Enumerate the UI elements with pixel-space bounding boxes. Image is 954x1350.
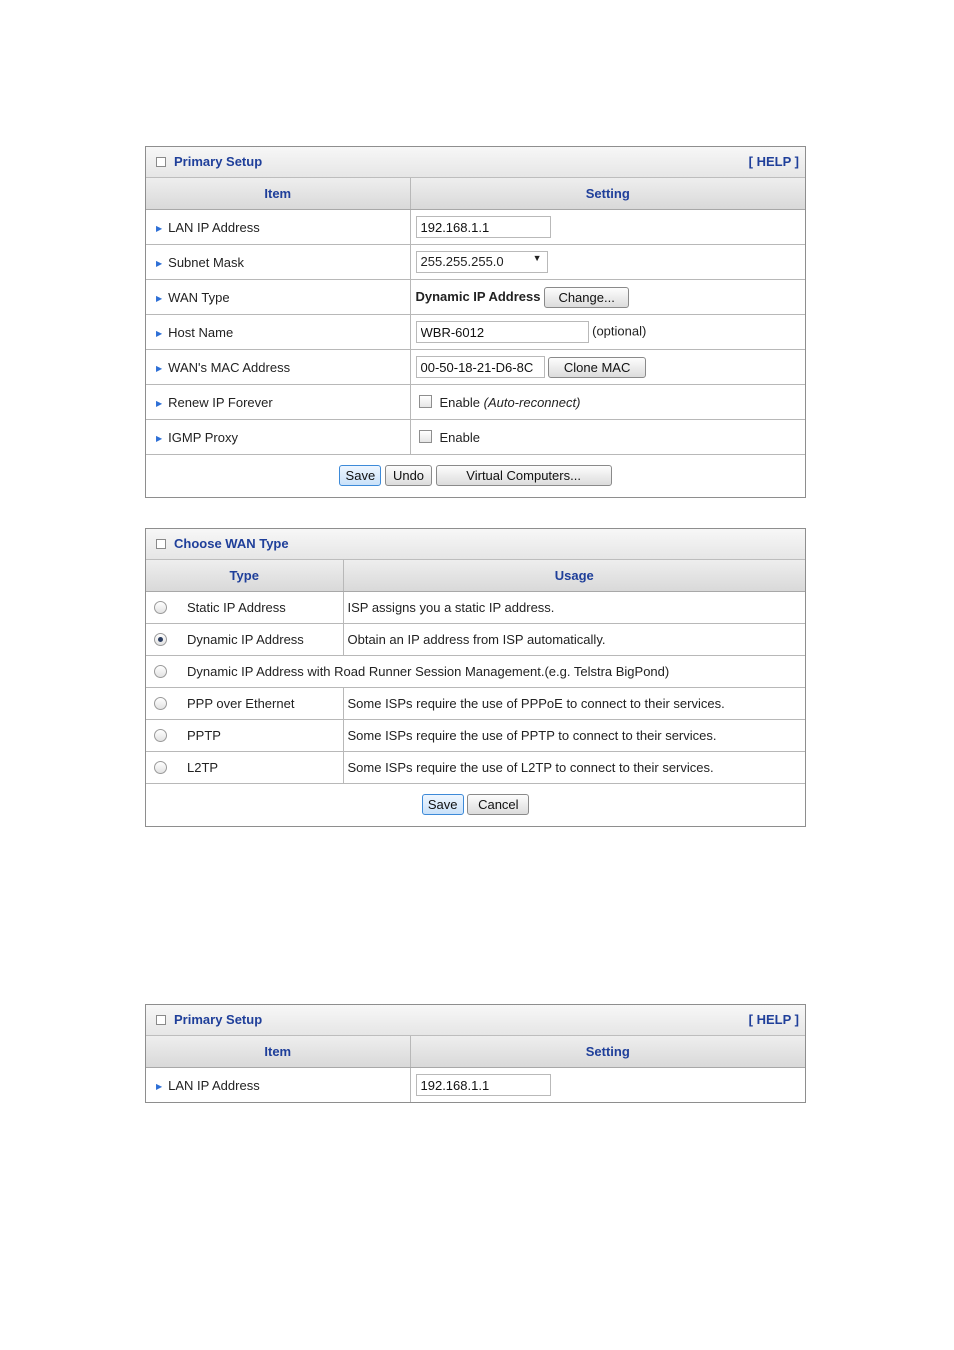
wan-type-usage: Some ISPs require the use of PPTP to connect to their services. — [343, 720, 805, 752]
radio-road-runner[interactable] — [154, 665, 167, 678]
wan-mac-label: WAN's MAC Address — [168, 359, 291, 375]
lan-ip-input[interactable] — [416, 216, 551, 238]
radio-pptp[interactable] — [154, 729, 167, 742]
lan-ip-label: LAN IP Address — [168, 1077, 260, 1093]
help-link[interactable]: [ HELP ] — [748, 154, 799, 169]
choose-wan-type-panel — [145, 528, 806, 827]
subnet-mask-select[interactable] — [416, 251, 548, 273]
primary-setup-panel — [145, 146, 806, 498]
radio-dynamic-ip[interactable] — [154, 633, 167, 646]
primary-setup-panel-cropped — [145, 1004, 806, 1103]
radio-l2tp[interactable] — [154, 761, 167, 774]
panel-title: Primary Setup — [174, 154, 263, 169]
wan-type-row — [146, 720, 805, 752]
primary-setup-table — [146, 1036, 805, 1103]
square-bullet-icon — [156, 1015, 166, 1025]
subnet-label: Subnet Mask — [168, 254, 245, 270]
panel-title: Choose WAN Type — [174, 536, 289, 551]
arrow-right-icon: ▶ — [156, 223, 163, 233]
dropdown-caret-icon: ▼ — [532, 253, 542, 263]
undo-button[interactable]: Undo — [385, 465, 432, 486]
lan-ip-label: LAN IP Address — [168, 219, 260, 235]
radio-pppoe[interactable] — [154, 697, 167, 710]
wan-type-name: Static IP Address — [187, 600, 286, 615]
igmp-checkbox[interactable] — [419, 430, 432, 443]
wan-type-row — [146, 688, 805, 720]
panel-title-bar — [146, 147, 805, 178]
save-button[interactable]: Save — [422, 794, 464, 815]
renew-ip-note: (Auto-reconnect) — [483, 394, 581, 410]
help-link[interactable]: [ HELP ] — [748, 1012, 799, 1027]
host-name-input[interactable] — [416, 321, 589, 343]
wan-type-name: Dynamic IP Address with Road Runner Session Management.(e.g. Telstra BigPond) — [187, 664, 670, 679]
wan-type-value: Dynamic IP Address — [415, 288, 541, 304]
arrow-right-icon: ▶ — [156, 1081, 163, 1091]
virtual-computers-button[interactable]: Virtual Computers... — [436, 465, 612, 486]
wan-type-name: L2TP — [187, 760, 219, 775]
arrow-right-icon: ▶ — [156, 363, 163, 373]
wan-type-usage: Obtain an IP address from ISP automatically. — [343, 624, 805, 656]
wan-type-usage: Some ISPs require the use of L2TP to connect to their services. — [343, 752, 805, 784]
wan-type-name: PPTP — [187, 728, 221, 743]
column-header-item: Item — [146, 1036, 410, 1068]
wan-type-row — [146, 624, 805, 656]
arrow-right-icon: ▶ — [156, 258, 163, 268]
lan-ip-label-cell — [146, 210, 410, 245]
wan-type-label: WAN Type — [168, 289, 230, 305]
column-header-type: Type — [146, 560, 343, 592]
wan-type-table — [146, 560, 805, 826]
wan-type-name: Dynamic IP Address — [187, 632, 304, 647]
radio-static-ip[interactable] — [154, 601, 167, 614]
wan-type-actions — [146, 784, 805, 826]
square-bullet-icon — [156, 539, 166, 549]
square-bullet-icon — [156, 157, 166, 167]
panel-title-bar — [146, 1005, 805, 1036]
subnet-mask-value: 255.255.255.0 — [420, 254, 504, 269]
primary-setup-table — [146, 178, 805, 497]
cancel-button[interactable]: Cancel — [467, 794, 529, 815]
renew-ip-enable-label: Enable — [439, 394, 480, 410]
column-header-setting: Setting — [410, 178, 805, 210]
wan-type-usage: ISP assigns you a static IP address. — [343, 592, 805, 624]
renew-ip-label: Renew IP Forever — [168, 394, 273, 410]
primary-setup-actions — [146, 455, 805, 497]
panel-title-bar — [146, 529, 805, 560]
arrow-right-icon: ▶ — [156, 293, 163, 303]
renew-ip-checkbox[interactable] — [419, 395, 432, 408]
host-name-hint: (optional) — [592, 323, 647, 339]
igmp-label: IGMP Proxy — [168, 429, 238, 445]
lan-ip-input[interactable] — [416, 1074, 551, 1096]
host-name-label: Host Name — [168, 324, 234, 340]
wan-type-row — [146, 656, 805, 688]
column-header-setting: Setting — [410, 1036, 805, 1068]
column-header-usage: Usage — [343, 560, 805, 592]
igmp-enable-label: Enable — [439, 429, 480, 445]
arrow-right-icon: ▶ — [156, 433, 163, 443]
wan-mac-input[interactable] — [416, 356, 545, 378]
clone-mac-button[interactable]: Clone MAC — [548, 357, 646, 378]
change-wan-type-button[interactable]: Change... — [544, 287, 629, 308]
arrow-right-icon: ▶ — [156, 328, 163, 338]
panel-title: Primary Setup — [174, 1012, 263, 1027]
wan-type-name: PPP over Ethernet — [187, 696, 295, 711]
save-button[interactable]: Save — [339, 465, 381, 486]
column-header-item: Item — [146, 178, 410, 210]
arrow-right-icon: ▶ — [156, 398, 163, 408]
wan-type-row — [146, 752, 805, 784]
wan-type-row — [146, 592, 805, 624]
wan-type-usage: Some ISPs require the use of PPPoE to connect to their services. — [343, 688, 805, 720]
